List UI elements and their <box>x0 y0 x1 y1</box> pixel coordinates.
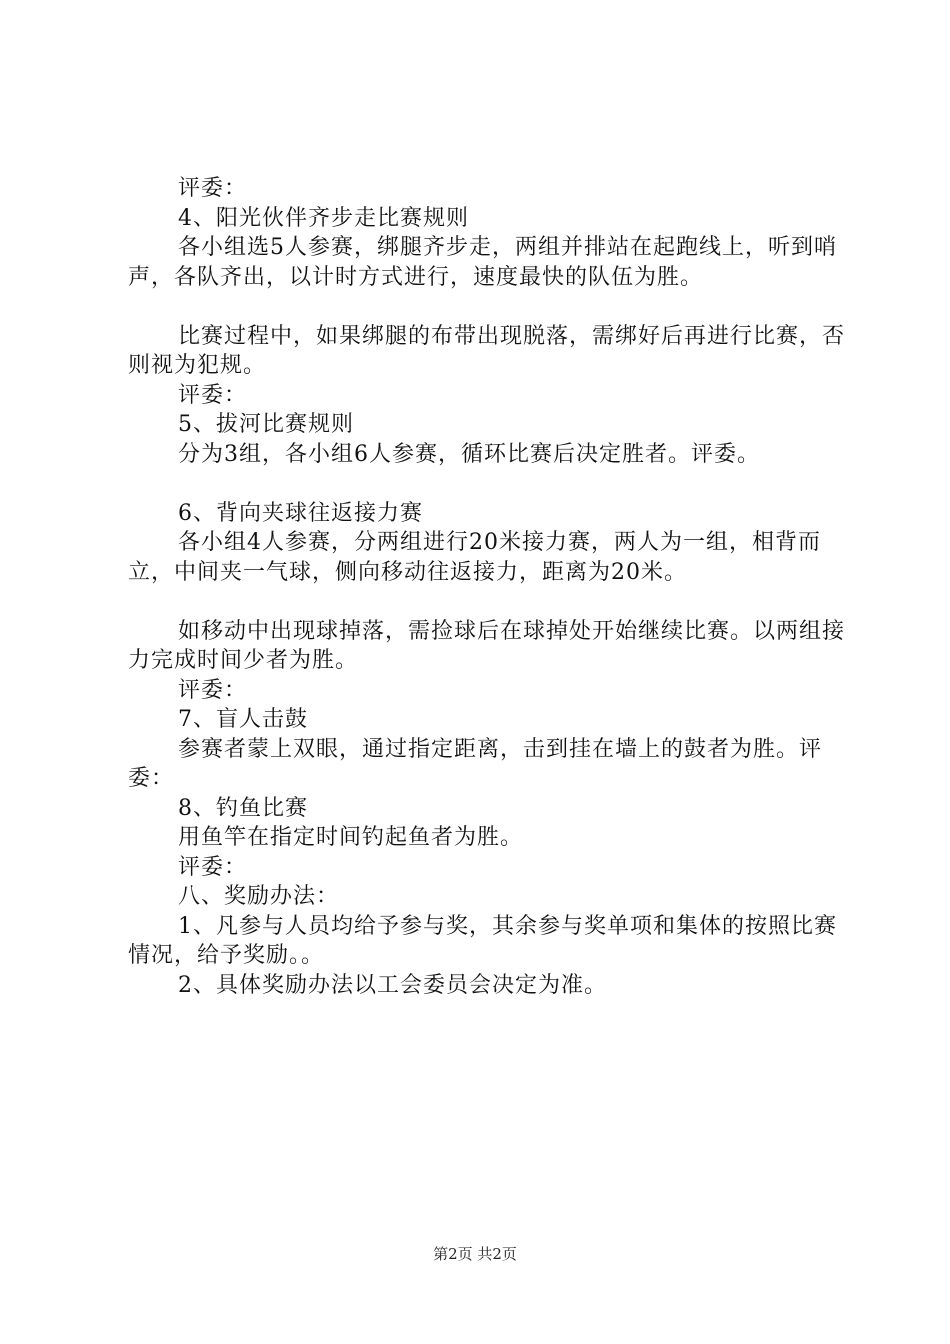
body-paragraph: 2、具体奖励办法以工会委员会决定为准。 <box>178 972 607 998</box>
section-heading: 8、钓鱼比赛 <box>178 795 308 821</box>
section-heading: 4、阳光伙伴齐步走比赛规则 <box>178 205 469 231</box>
blank-line <box>128 469 848 499</box>
body-paragraph: 1、凡参与人员均给予参与奖，其余参与奖单项和集体的按照比赛情况，给予奖励。。 <box>128 913 837 968</box>
judges-label: 评委： <box>178 382 248 408</box>
body-paragraph: 用鱼竿在指定时间钓起鱼者为胜。 <box>178 825 524 850</box>
judges-label: 评委： <box>178 854 248 880</box>
judges-label: 评委： <box>178 176 248 201</box>
section-heading: 八、奖励办法： <box>178 884 340 909</box>
section-heading: 5、拔河比赛规则 <box>178 412 354 437</box>
page-footer: 第2页 共2页 <box>433 1245 517 1263</box>
section-heading: 7、盲人击鼓 <box>178 707 308 732</box>
body-paragraph: 各小组选5人参赛，绑腿齐步走，两组并排站在起跑线上，听到哨声，各队齐出，以计时方式进行，速度最快的队伍为胜。 <box>128 235 837 290</box>
blank-line <box>128 587 848 617</box>
body-paragraph: 比赛过程中，如果绑腿的布带出现脱落，需绑好后再进行比赛，否则视为犯规。 <box>128 323 846 378</box>
body-paragraph: 参赛者蒙上双眼，通过指定距离，击到挂在墙上的鼓者为胜。评委： <box>128 736 823 791</box>
document-body <box>128 174 848 1000</box>
body-paragraph: 分为3组，各小组6人参赛，循环比赛后决定胜者。评委。 <box>178 441 760 467</box>
blank-line <box>128 292 848 322</box>
section-heading: 6、背向夹球往返接力赛 <box>178 500 423 526</box>
judges-label: 评委： <box>178 677 248 703</box>
body-paragraph: 各小组4人参赛，分两组进行20米接力赛，两人为一组，相背而立，中间夹一气球，侧向移动往返接力，距离为20米。 <box>128 530 821 585</box>
body-paragraph: 如移动中出现球掉落，需捡球后在球掉处开始继续比赛。以两组接力完成时间少者为胜。 <box>128 618 846 673</box>
